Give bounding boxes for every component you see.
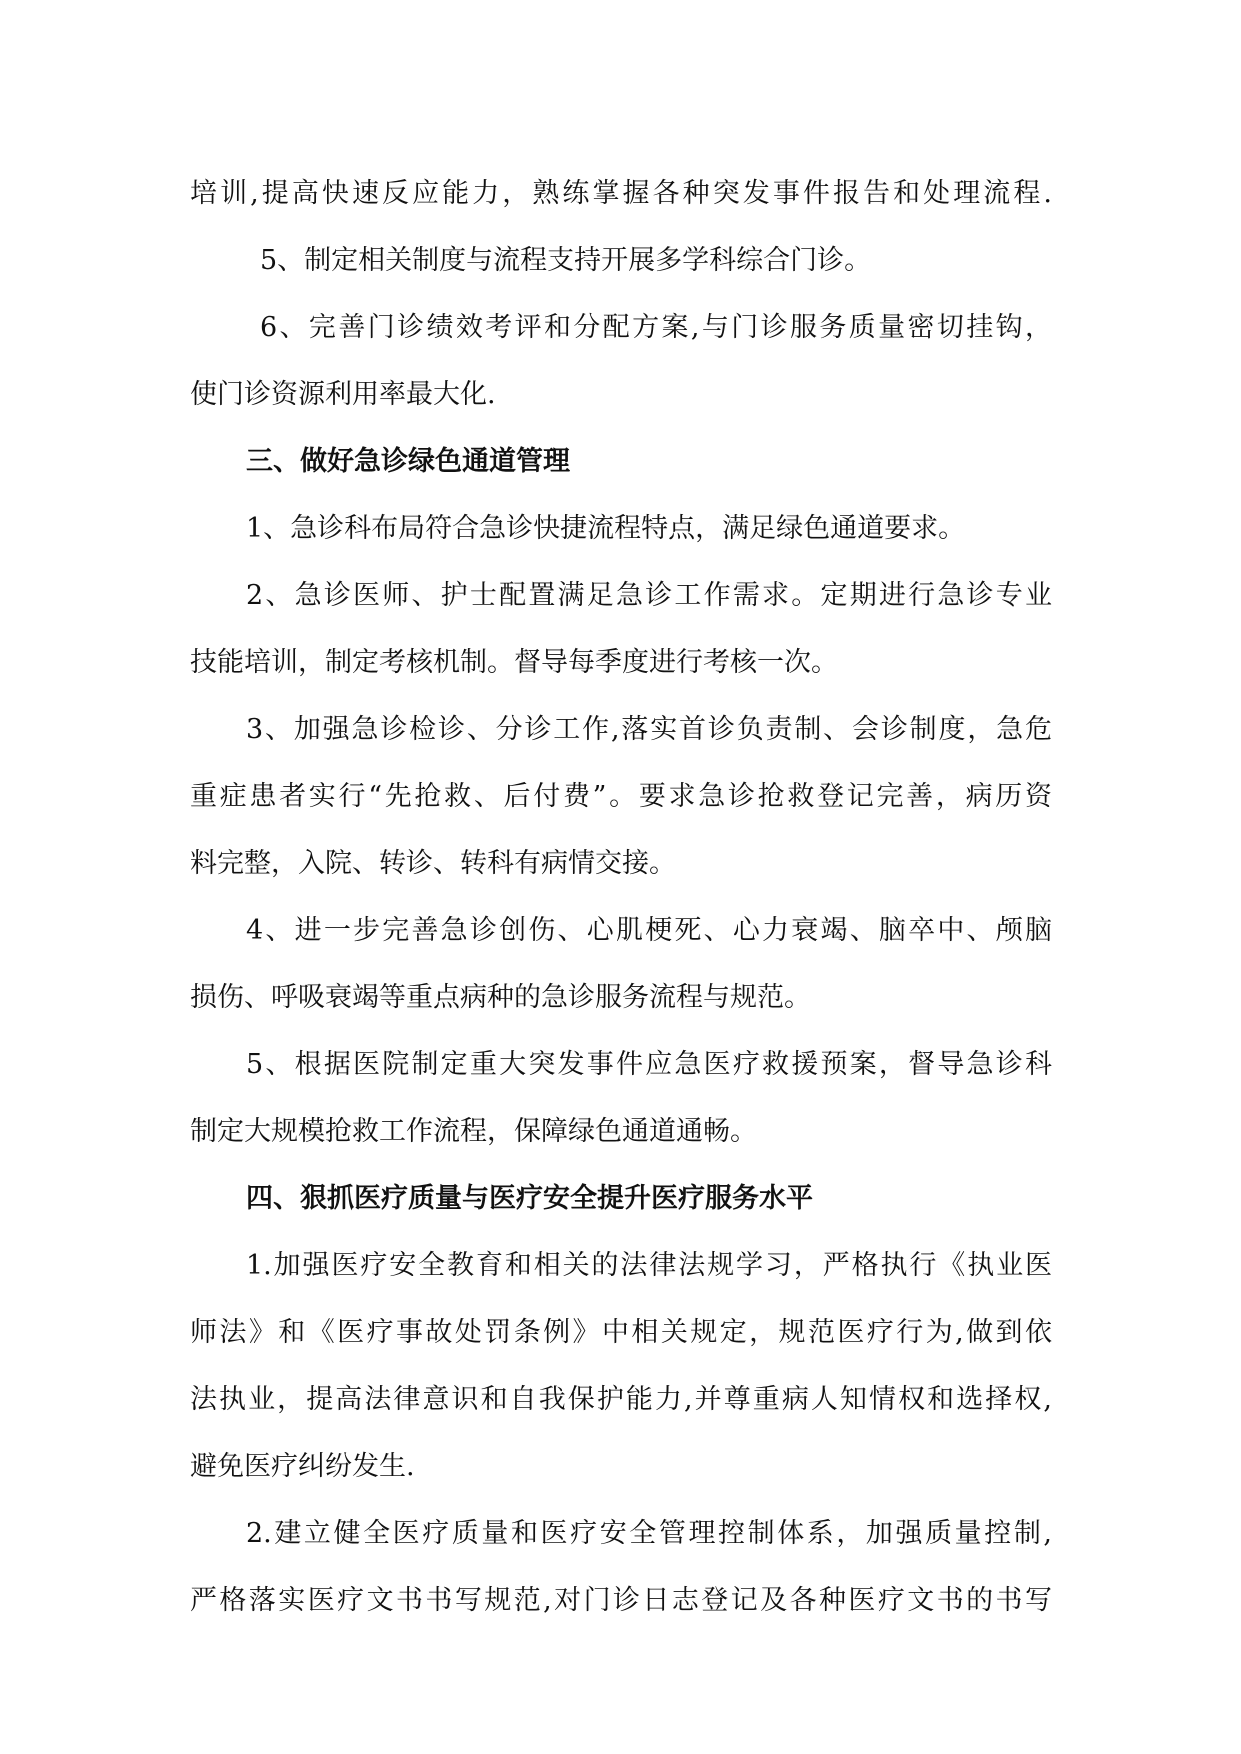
paragraph-line: 使门诊资源利用率最大化. bbox=[190, 379, 496, 410]
paragraph-line: 1.加强医疗安全教育和相关的法律法规学习，严格执行《执业医 bbox=[246, 1250, 1052, 1281]
paragraph-line: 法执业，提高法律意识和自我保护能力,并尊重病人知情权和选择权, bbox=[190, 1384, 1052, 1415]
document-body bbox=[190, 160, 1052, 1634]
paragraph-line: 4、进一步完善急诊创伤、心肌梗死、心力衰竭、脑卒中、颅脑 bbox=[246, 915, 1052, 946]
paragraph-line: 5、根据医院制定重大突发事件应急医疗救援预案，督导急诊科 bbox=[246, 1049, 1052, 1080]
paragraph-line: 严格落实医疗文书书写规范,对门诊日志登记及各种医疗文书的书写 bbox=[190, 1585, 1052, 1616]
paragraph-line: 师法》和《医疗事故处罚条例》中相关规定，规范医疗行为,做到依 bbox=[190, 1317, 1052, 1348]
paragraph-line: 5、制定相关制度与流程支持开展多学科综合门诊。 bbox=[260, 245, 872, 276]
paragraph-line: 3、加强急诊检诊、分诊工作,落实首诊负责制、会诊制度，急危 bbox=[246, 714, 1052, 745]
paragraph-line: 培训,提高快速反应能力，熟练掌握各种突发事件报告和处理流程. bbox=[190, 178, 1052, 209]
paragraph-line: 避免医疗纠纷发生. bbox=[190, 1451, 415, 1482]
paragraph-line: 技能培训，制定考核机制。督导每季度进行考核一次。 bbox=[190, 647, 838, 678]
paragraph-line: 损伤、呼吸衰竭等重点病种的急诊服务流程与规范。 bbox=[190, 982, 811, 1013]
paragraph-line: 2、急诊医师、护士配置满足急诊工作需求。定期进行急诊专业 bbox=[246, 580, 1052, 611]
paragraph-line: 1、急诊科布局符合急诊快捷流程特点，满足绿色通道要求。 bbox=[246, 513, 966, 544]
paragraph-line: 制定大规模抢救工作流程，保障绿色通道通畅。 bbox=[190, 1116, 757, 1147]
paragraph-line: 料完整，入院、转诊、转科有病情交接。 bbox=[190, 848, 676, 879]
section-heading: 三、做好急诊绿色通道管理 bbox=[246, 446, 570, 477]
paragraph-line: 重症患者实行“先抢救、后付费”。要求急诊抢救登记完善，病历资 bbox=[190, 781, 1052, 812]
paragraph-line: 2.建立健全医疗质量和医疗安全管理控制体系，加强质量控制, bbox=[246, 1518, 1052, 1549]
paragraph-line: 6、完善门诊绩效考评和分配方案,与门诊服务质量密切挂钩， bbox=[260, 312, 1052, 343]
section-heading: 四、狠抓医疗质量与医疗安全提升医疗服务水平 bbox=[246, 1183, 813, 1214]
